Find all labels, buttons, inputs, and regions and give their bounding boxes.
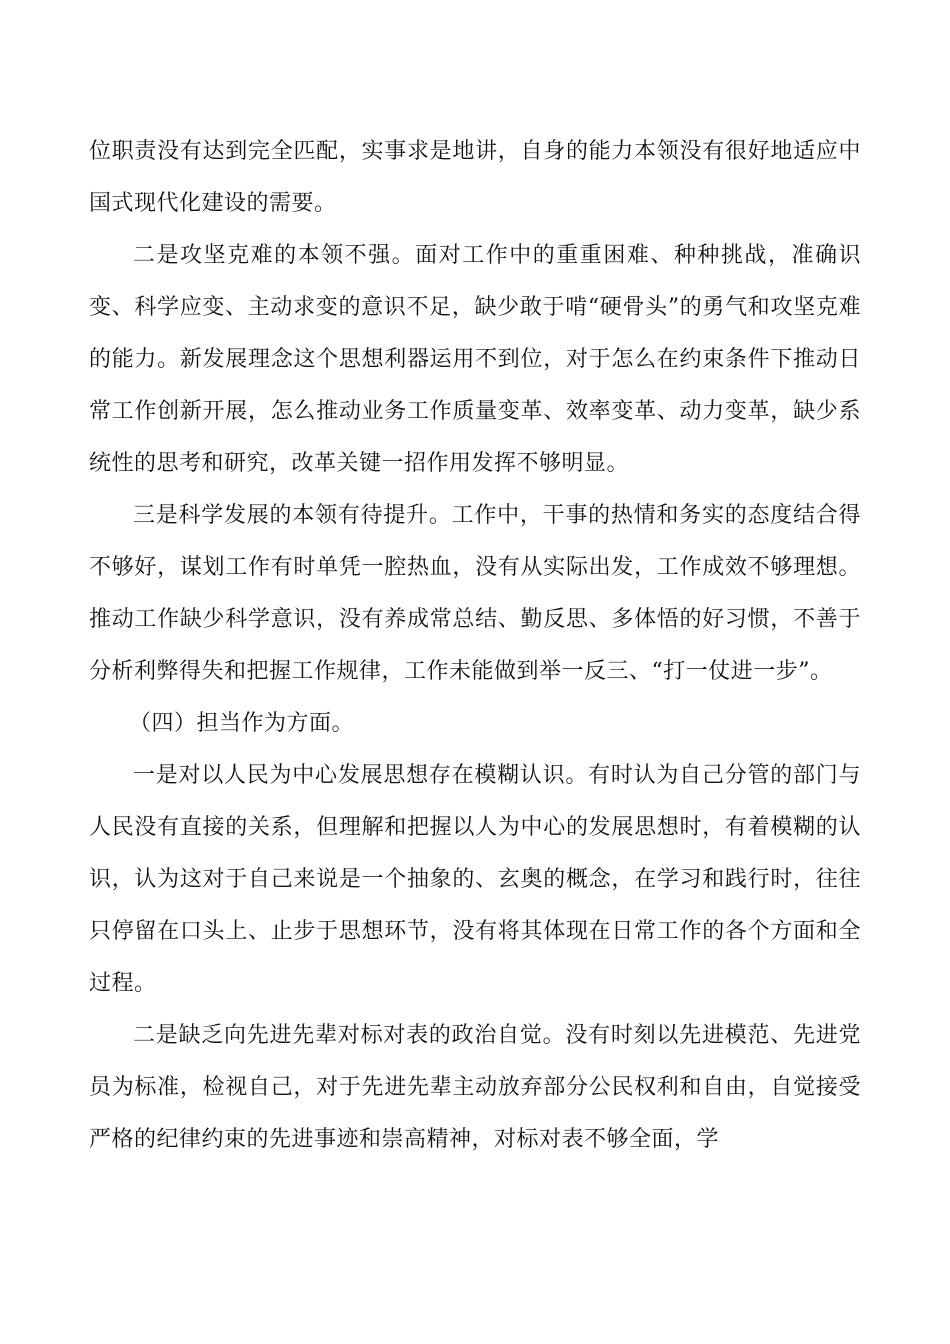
- paragraph-issue-1: 一是对以人民为中心发展思想存在模糊认识。有时认为自己分管的部门与人民没有直接的关系，但理解和把握以人为中心的发展思想时，有着模糊的认识，认为这对于自己来说是一个抽象的、玄奥的概念，在学习和践行时，往往只停留在口头上、止步于思想环节，没有将其体现在日常工作的各个方面和全过程。: [89, 763, 861, 996]
- section-heading-4: （四）担当作为方面。: [129, 711, 355, 736]
- paragraph-problem-3: 三是科学发展的本领有待提升。工作中，干事的热情和务实的态度结合得不够好，谋划工作有时单凭一腔热血，没有从实际出发，工作成效不够理想。推动工作缺少科学意识，没有养成常总结、勤反思、多体悟的好习惯，不善于分析利弊得失和把握工作规律，工作未能做到举一反三、“打一仗进一步”。: [89, 503, 861, 684]
- paragraph-problem-2: 二是攻坚克难的本领不强。面对工作中的重重困难、种种挑战，准确识变、科学应变、主动求变的意识不足，缺少敢于啃“硬骨头”的勇气和攻坚克难的能力。新发展理念这个思想利器运用不到位，对于怎么在约束条件下推动日常工作创新开展，怎么推动业务工作质量变革、效率变革、动力变革，缺少系统性的思考和研究，改革关键一招作用发挥不够明显。: [89, 243, 861, 476]
- paragraph-issue-2: 二是缺乏向先进先辈对标对表的政治自觉。没有时刻以先进模范、先进党员为标准，检视自己，对于先进先辈主动放弃部分公民权利和自由，自觉接受严格的纪律约束的先进事迹和崇高精神，对标对表不够全面，学: [89, 1023, 861, 1152]
- document-body: [89, 126, 861, 1166]
- paragraph-continued: 位职责没有达到完全匹配，实事求是地讲，自身的能力本领没有很好地适应中国式现代化建设的需要。: [89, 139, 861, 216]
